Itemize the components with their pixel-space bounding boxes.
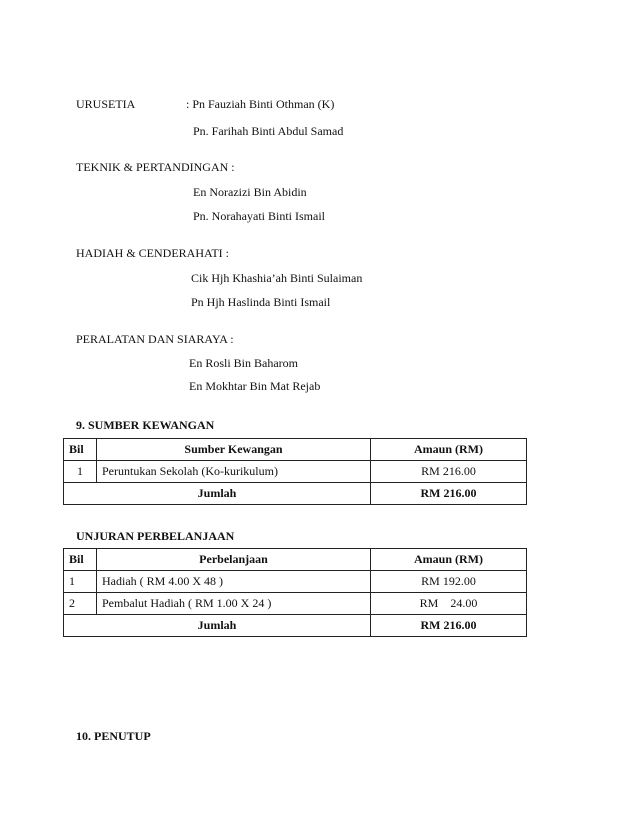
- table-row: [64, 571, 527, 593]
- urusetia-member: Pn. Farihah Binti Abdul Samad: [193, 124, 344, 138]
- unjuran-heading: UNJURAN PERBELANJAAN: [76, 529, 235, 543]
- table-header-row: [64, 439, 527, 461]
- hadiah-member: Cik Hjh Khashia’ah Binti Sulaiman: [191, 271, 363, 285]
- column-header-bil: Bil: [64, 439, 97, 461]
- cell-bil: 2: [64, 593, 97, 615]
- table-total-row: [64, 615, 527, 637]
- sumber-table: [63, 438, 527, 505]
- table-row: [64, 593, 527, 615]
- cell-perbelanjaan: Hadiah ( RM 4.00 X 48 ): [97, 571, 371, 593]
- sumber-heading: 9. SUMBER KEWANGAN: [76, 418, 215, 432]
- teknik-member: Pn. Norahayati Binti Ismail: [193, 209, 325, 223]
- cell-perbelanjaan: Pembalut Hadiah ( RM 1.00 X 24 ): [97, 593, 371, 615]
- hadiah-member: Pn Hjh Haslinda Binti Ismail: [191, 295, 331, 309]
- peralatan-member: En Mokhtar Bin Mat Rejab: [189, 379, 321, 393]
- cell-bil: 1: [64, 571, 97, 593]
- column-header-bil: Bil: [64, 549, 97, 571]
- table-total-row: [64, 483, 527, 505]
- hadiah-heading: HADIAH & CENDERAHATI :: [76, 246, 229, 260]
- cell-amaun: RM 216.00: [371, 461, 527, 483]
- urusetia-member: : Pn Fauziah Binti Othman (K): [186, 97, 335, 111]
- table-header-row: [64, 549, 527, 571]
- cell-amaun: RM 192.00: [371, 571, 527, 593]
- cell-bil: 1: [64, 461, 97, 483]
- peralatan-heading: PERALATAN DAN SIARAYA :: [76, 332, 234, 346]
- total-label: Jumlah: [64, 615, 371, 637]
- cell-sumber: Peruntukan Sekolah (Ko-kurikulum): [97, 461, 371, 483]
- teknik-member: En Norazizi Bin Abidin: [193, 185, 307, 199]
- unjuran-table: [63, 548, 527, 637]
- column-header-sumber: Sumber Kewangan: [97, 439, 371, 461]
- penutup-heading: 10. PENUTUP: [76, 729, 151, 743]
- peralatan-member: En Rosli Bin Baharom: [189, 356, 298, 370]
- column-header-perbelanjaan: Perbelanjaan: [97, 549, 371, 571]
- total-value: RM 216.00: [371, 615, 527, 637]
- total-value: RM 216.00: [371, 483, 527, 505]
- table-row: [64, 461, 527, 483]
- urusetia-heading: URUSETIA: [76, 97, 136, 111]
- total-label: Jumlah: [64, 483, 371, 505]
- teknik-heading: TEKNIK & PERTANDINGAN :: [76, 160, 235, 174]
- cell-amaun: RM 24.00: [371, 593, 527, 615]
- column-header-amaun: Amaun (RM): [371, 549, 527, 571]
- column-header-amaun: Amaun (RM): [371, 439, 527, 461]
